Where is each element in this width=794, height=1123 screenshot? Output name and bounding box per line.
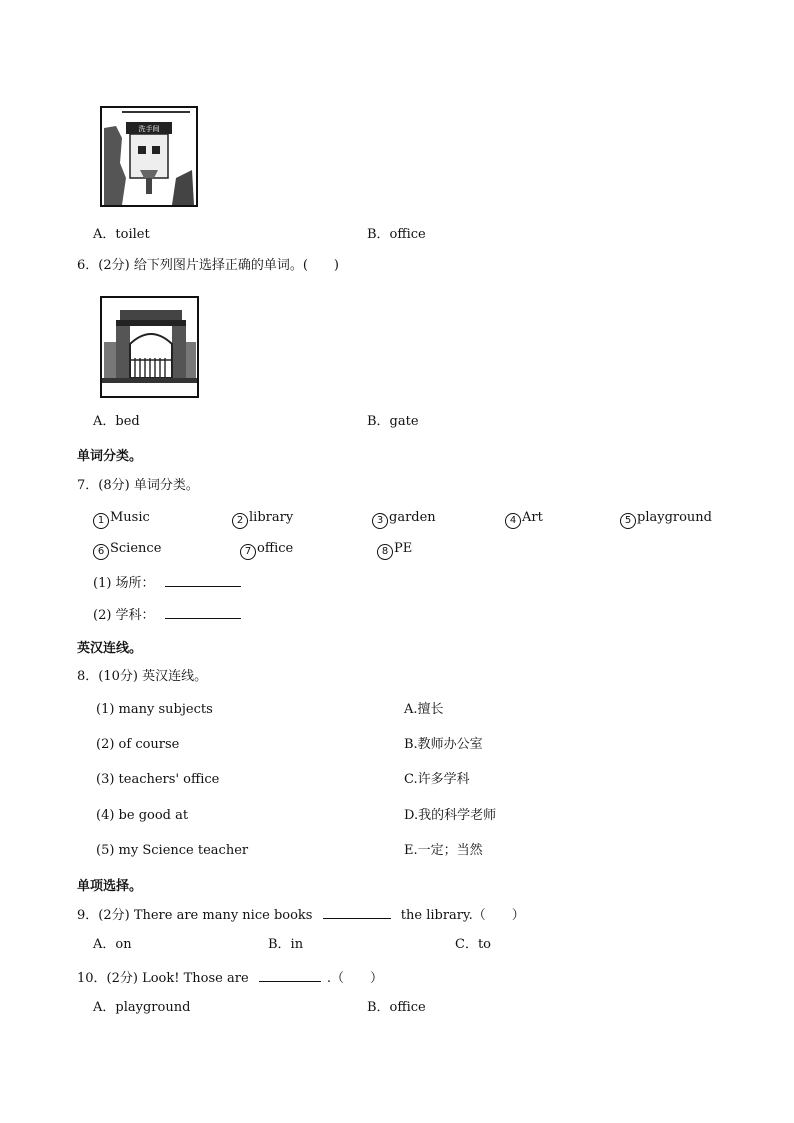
q5-option-b[interactable]: B．office (367, 227, 426, 242)
q9-stem (77, 906, 525, 924)
word-item: 8 PE (377, 541, 412, 560)
toilet-picture (100, 106, 198, 207)
match-right-item[interactable]: C.许多学科 (404, 772, 470, 787)
q6-option-a[interactable]: A．bed (93, 414, 140, 429)
q7-sub2 (93, 606, 241, 624)
word-item: 7 office (240, 541, 293, 560)
answer-blank-subjects[interactable] (165, 606, 241, 619)
match-right-item[interactable]: D.我的科学老师 (404, 808, 497, 823)
toilet-sign-icon (102, 108, 196, 205)
q9-stem-start: 9．(2分) There are many nice books (77, 908, 313, 923)
word-item: 1 Music (93, 510, 150, 529)
match-left-item[interactable]: (1) many subjects (96, 702, 213, 717)
word-item: 2 library (232, 510, 293, 529)
match-right-item[interactable]: A.擅长 (404, 702, 444, 717)
q10-stem-end: .（ ） (326, 971, 384, 986)
q6-option-b[interactable]: B．gate (367, 414, 419, 429)
q9-option-c[interactable]: C．to (455, 937, 491, 952)
svg-text:洗手间: 洗手间 (138, 125, 160, 133)
answer-blank-places[interactable] (165, 574, 241, 587)
section-word-classify: 单词分类。 (77, 449, 143, 464)
q7-sub1-label: (1) 场所： (93, 576, 155, 591)
q10-stem (77, 969, 383, 987)
q8-stem: 8．(10分) 英汉连线。 (77, 669, 208, 684)
match-left-item[interactable]: (5) my Science teacher (96, 843, 249, 858)
school-gate-icon (102, 298, 197, 396)
word-item: 6 Science (93, 541, 161, 560)
q9-answer-blank[interactable] (323, 906, 391, 919)
match-left-item[interactable]: (4) be good at (96, 808, 189, 823)
q9-option-b[interactable]: B．in (268, 937, 304, 952)
q5-option-a[interactable]: A．toilet (93, 227, 150, 242)
q7-sub2-label: (2) 学科： (93, 608, 155, 623)
word-item: 5 playground (620, 510, 712, 529)
match-right-item[interactable]: B.教师办公室 (404, 737, 483, 752)
q7-sub1 (93, 574, 241, 592)
gate-picture (100, 296, 199, 398)
q9-stem-end: the library.（ ） (400, 908, 525, 923)
word-item: 3 garden (372, 510, 436, 529)
match-right-item[interactable]: E.一定；当然 (404, 843, 483, 858)
q6-stem: 6．(2分) 给下列图片选择正确的单词。( ) (77, 258, 339, 273)
q10-option-b[interactable]: B．office (367, 1000, 426, 1015)
q7-stem: 7．(8分) 单词分类。 (77, 478, 199, 493)
q10-option-a[interactable]: A．playground (93, 1000, 191, 1015)
word-item: 4 Art (505, 510, 543, 529)
match-left-item[interactable]: (2) of course (96, 737, 180, 752)
q10-stem-start: 10．(2分) Look! Those are (77, 971, 249, 986)
q10-answer-blank[interactable] (259, 969, 321, 982)
q9-option-a[interactable]: A．on (93, 937, 132, 952)
match-left-item[interactable]: (3) teachers' office (96, 772, 220, 787)
section-choice: 单项选择。 (77, 879, 143, 894)
section-match: 英汉连线。 (77, 641, 143, 656)
